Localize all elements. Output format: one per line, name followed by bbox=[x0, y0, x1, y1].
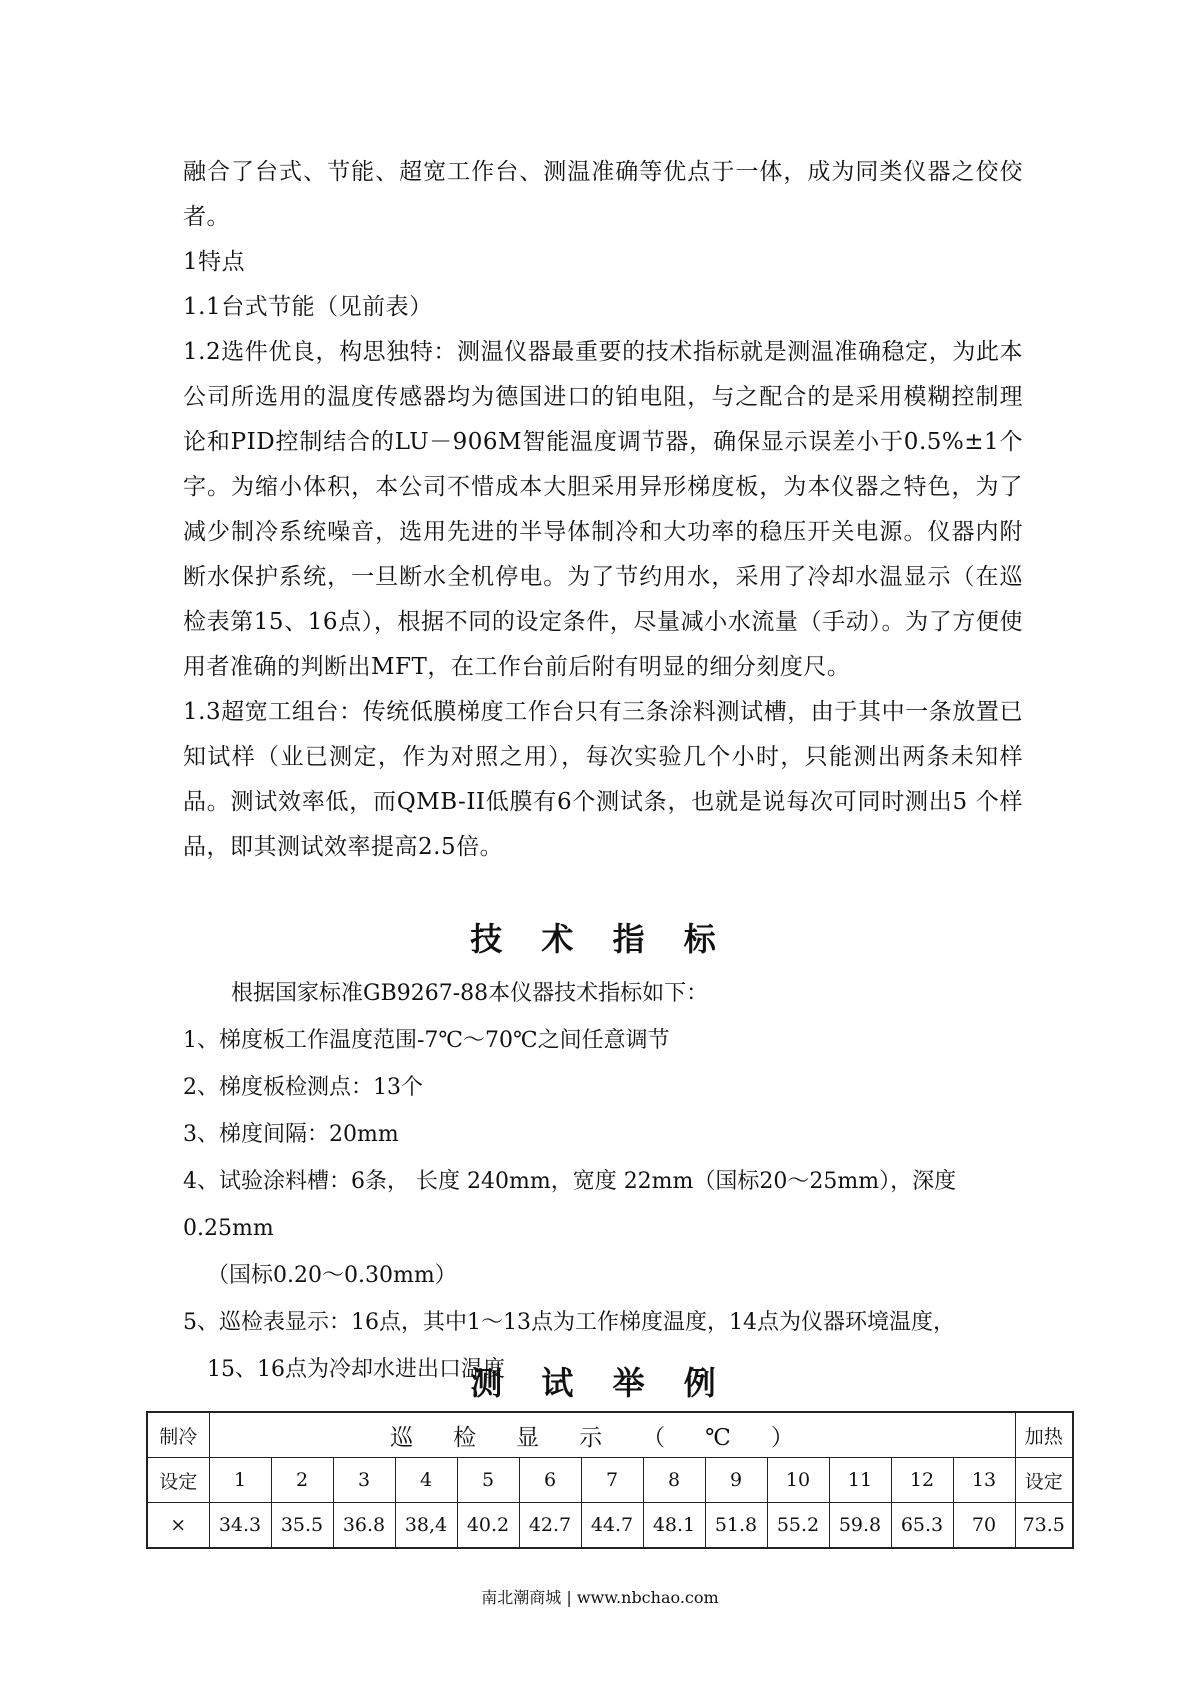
column-number: 12 bbox=[891, 1458, 953, 1503]
table-cell: 35.5 bbox=[271, 1503, 333, 1549]
intro-paragraph: 融合了台式、节能、超宽工作台、测温准确等优点于一体，成为同类仪器之佼佼者。 bbox=[183, 159, 1023, 230]
table-cell: 42.7 bbox=[519, 1503, 581, 1549]
cooling-header: 制冷 bbox=[147, 1412, 209, 1458]
table-cell: 70 bbox=[953, 1503, 1015, 1549]
table-header-row-2 bbox=[147, 1458, 1073, 1503]
table-cell: 51.8 bbox=[705, 1503, 767, 1549]
column-number: 4 bbox=[395, 1458, 457, 1503]
spec-item-5: 5、巡检表显示：16点，其中1～13点为工作梯度温度，14点为仪器环境温度， bbox=[183, 1310, 955, 1335]
test-example-table bbox=[146, 1411, 1074, 1549]
column-number: 6 bbox=[519, 1458, 581, 1503]
spec-item-4: 4、试验涂料槽：6条， 长度 240mm，宽度 22mm（国标20～25mm），深度 0.25mm bbox=[183, 1169, 957, 1241]
table-cell: 44.7 bbox=[581, 1503, 643, 1549]
footer-link[interactable]: 南北潮商城 | www.nbchao.com bbox=[481, 1588, 719, 1607]
spec-item-5-continued: 15、16点为冷却水进出口温度 bbox=[207, 1357, 505, 1382]
test-example-heading: 测 试 举 例 bbox=[470, 1364, 730, 1402]
column-number: 9 bbox=[705, 1458, 767, 1503]
feature-1-1: 1.1台式节能（见前表） bbox=[183, 294, 433, 320]
column-number: 11 bbox=[829, 1458, 891, 1503]
table-cell: 59.8 bbox=[829, 1503, 891, 1549]
table-cell: 65.3 bbox=[891, 1503, 953, 1549]
heating-set-header: 设定 bbox=[1015, 1458, 1073, 1503]
cooling-value: × bbox=[147, 1503, 209, 1549]
column-number: 2 bbox=[271, 1458, 333, 1503]
section-heading-features: 1特点 bbox=[183, 249, 246, 275]
spec-item-4-continued: （国标0.20～0.30mm） bbox=[207, 1263, 457, 1288]
column-number: 13 bbox=[953, 1458, 1015, 1503]
feature-1-3: 1.3超宽工组台：传统低膜梯度工作台只有三条涂料测试槽，由于其中一条放置已知试样（业已测定，作为对照之用），每次实验几个小时，只能测出两条未知样品。测试效率低，而QMB-II低膜有6个测试条，也就是说每次可同时测出5 个样品，即其测试效率提高2.5倍。 bbox=[183, 699, 1023, 860]
column-number: 7 bbox=[581, 1458, 643, 1503]
features-section bbox=[183, 150, 1023, 870]
column-number: 3 bbox=[333, 1458, 395, 1503]
spec-item-3: 3、梯度间隔：20mm bbox=[183, 1122, 399, 1147]
spec-item-1: 1、梯度板工作温度范围-7℃～70℃之间任意调节 bbox=[183, 1028, 670, 1053]
spec-item-2: 2、梯度板检测点：13个 bbox=[183, 1075, 423, 1100]
feature-1-2: 1.2选件优良，构思独特：测温仪器最重要的技术指标就是测温准确稳定，为此本公司所选用的温度传感器均为德国进口的铂电阻，与之配合的是采用模糊控制理论和PID控制结合的LU－906M智能温度调节器，确保显示误差小于0.5%±1个字。为缩小体积，本公司不惜成本大胆采用异形梯度板，为本仪器之特色，为了减少制冷系统噪音，选用先进的半导体制冷和大功率的稳压开关电源。仪器内附断水保护系统，一旦断水全机停电。为了节约用水，采用了冷却水温显示（在巡检表第15、16点），根据不同的设定条件，尽量减小水流量（手动）。为了方便使用者准确的判断出MFT，在工作台前后附有明显的细分刻度尺。 bbox=[183, 339, 1023, 680]
tech-specs-heading: 技 术 指 标 bbox=[470, 920, 730, 958]
heating-value: 73.5 bbox=[1015, 1503, 1073, 1549]
tech-specs-list bbox=[183, 970, 1023, 1393]
table-cell: 34.3 bbox=[209, 1503, 271, 1549]
column-number: 10 bbox=[767, 1458, 829, 1503]
cooling-set-header: 设定 bbox=[147, 1458, 209, 1503]
table-cell: 48.1 bbox=[643, 1503, 705, 1549]
heating-header: 加热 bbox=[1015, 1412, 1073, 1458]
table-cell: 55.2 bbox=[767, 1503, 829, 1549]
column-number: 1 bbox=[209, 1458, 271, 1503]
table-cell: 40.2 bbox=[457, 1503, 519, 1549]
specs-intro: 根据国家标准GB9267-88本仪器技术指标如下： bbox=[231, 981, 709, 1006]
table-cell: 38,4 bbox=[395, 1503, 457, 1549]
column-number: 5 bbox=[457, 1458, 519, 1503]
column-number: 8 bbox=[643, 1458, 705, 1503]
patrol-display-header: 巡检显示（℃） bbox=[209, 1412, 1015, 1458]
table-header-row-1 bbox=[147, 1412, 1073, 1458]
table-cell: 36.8 bbox=[333, 1503, 395, 1549]
table-row bbox=[147, 1503, 1073, 1549]
